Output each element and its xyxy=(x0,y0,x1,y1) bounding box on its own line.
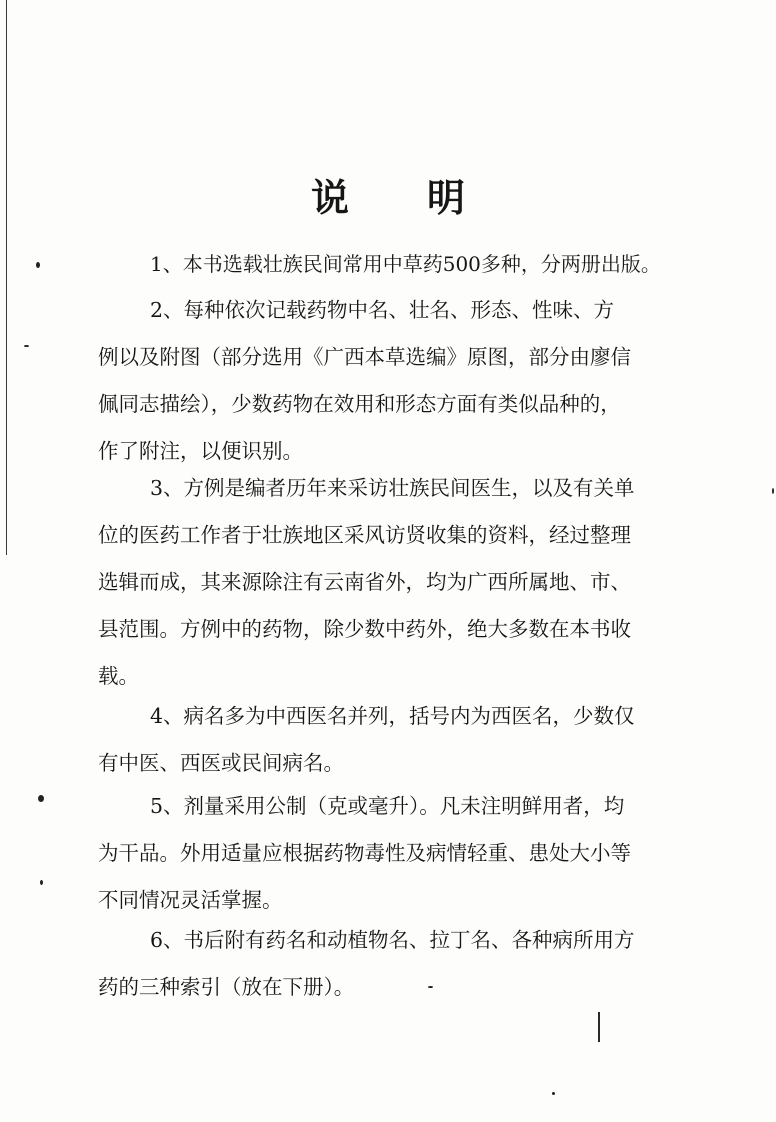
text-line: 位的医药工作者于壮族地区采风访贤收集的资料，经过整理 xyxy=(98,523,631,547)
text-line: 5、剂量采用公制（克或毫升）。凡未注明鲜用者，均 xyxy=(150,794,625,818)
scan-speck xyxy=(38,795,44,802)
text-line: 药的三种索引（放在下册）。 xyxy=(98,975,355,999)
text-line: 6、书后附有药名和动植物名、拉丁名、各种病所用方 xyxy=(150,928,635,952)
note-item-4 xyxy=(98,693,688,787)
scan-speck xyxy=(428,986,433,988)
scan-speck xyxy=(36,262,40,268)
text-line: 2、每种依次记载药物中名、壮名、形态、性味、方 xyxy=(150,298,615,322)
text-line: 有中医、西医或民间病名。 xyxy=(98,751,344,775)
note-item-1 xyxy=(98,241,688,288)
text-line: 作了附注，以便识别。 xyxy=(98,439,303,463)
scan-speck xyxy=(24,345,29,347)
scan-speck xyxy=(40,880,43,885)
page-number-mark xyxy=(598,1012,600,1042)
text-line: 县范围。方例中的药物，除少数中药外，绝大多数在本书收 xyxy=(98,617,631,641)
page-title xyxy=(0,173,776,223)
note-item-5 xyxy=(98,783,688,924)
left-margin-rule xyxy=(6,0,7,555)
text-line: 4、病名多为中西医名并列，括号内为西医名，少数仅 xyxy=(150,704,635,728)
scan-speck xyxy=(552,1092,555,1095)
note-item-3 xyxy=(98,465,688,700)
text-line: 载。 xyxy=(98,664,139,688)
text-line: 1、本书选载壮族民间常用中草药500多种，分两册出版。 xyxy=(150,252,661,276)
text-line: 3、方例是编者历年来采访壮族民间医生，以及有关单 xyxy=(150,476,635,500)
text-line: 为干品。外用适量应根据药物毒性及病情轻重、患处大小等 xyxy=(98,841,631,865)
text-line: 佩同志描绘），少数药物在效用和形态方面有类似品种的， xyxy=(98,392,621,416)
scan-speck xyxy=(772,488,774,494)
title-char-2: 明 xyxy=(427,175,466,221)
text-line: 不同情况灵活掌握。 xyxy=(98,888,283,912)
note-item-6 xyxy=(98,917,688,1011)
text-line: 例以及附图（部分选用《广西本草选编》原图，部分由廖信 xyxy=(98,345,631,369)
title-char-1: 说 xyxy=(310,175,349,221)
text-line: 选辑而成，其来源除注有云南省外，均为广西所属地、市、 xyxy=(98,570,631,594)
note-item-2 xyxy=(98,287,688,475)
